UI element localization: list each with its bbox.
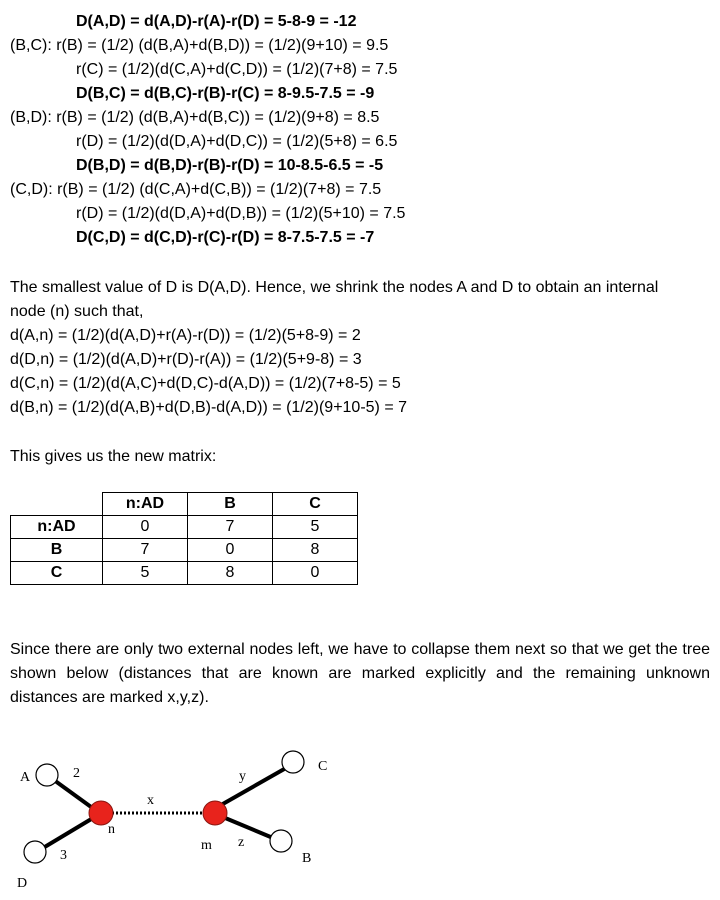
tree-edge-d-n xyxy=(38,815,98,851)
shrink-intro: The smallest value of D is D(A,D). Hence, we shrink the nodes A and D to obtain an internal node (n) such that, xyxy=(10,279,659,320)
distance-calculations xyxy=(10,10,710,250)
tree-internal-m xyxy=(203,801,227,825)
tree-leaf-a xyxy=(36,764,58,786)
matrix-cell: 8 xyxy=(273,539,358,562)
matrix-header-row xyxy=(11,493,358,516)
equation-line: d(B,n) = (1/2)(d(A,B)+d(D,B)-d(A,D)) = (1/2)(9+10-5) = 7 xyxy=(10,399,408,416)
matrix-cell: 0 xyxy=(103,516,188,539)
matrix-cell: 8 xyxy=(188,562,273,585)
equation-line: d(D,n) = (1/2)(d(A,D)+r(D)-r(A)) = (1/2)(5+9-8) = 3 xyxy=(10,351,362,368)
calc-line: (B,D): r(B) = (1/2) (d(B,A)+d(B,C)) = (1/2)(9+8) = 8.5 xyxy=(10,109,380,126)
tree-edge-label-2: 2 xyxy=(73,766,80,781)
matrix-cell: 7 xyxy=(188,516,273,539)
tree-leaf-b xyxy=(270,830,292,852)
calc-line: r(D) = (1/2)(d(D,A)+d(D,B)) = (1/2)(5+10) = 7.5 xyxy=(76,205,406,222)
distance-result-line: D(B,C) = d(B,C)-r(B)-r(C) = 8-9.5-7.5 = -9 xyxy=(76,85,375,102)
tree-label-b: B xyxy=(302,851,312,866)
tree-leaf-c xyxy=(282,751,304,773)
matrix-corner-cell xyxy=(11,493,103,516)
tree-diagram xyxy=(0,735,720,900)
matrix-row xyxy=(11,516,358,539)
matrix-cell: 5 xyxy=(103,562,188,585)
tree-label-n: n xyxy=(108,822,115,837)
calc-line: (B,C): r(B) = (1/2) (d(B,A)+d(B,D)) = (1/2)(9+10) = 9.5 xyxy=(10,37,389,54)
matrix-intro: This gives us the new matrix: xyxy=(10,448,217,465)
tree-edge-m-b xyxy=(218,815,273,838)
matrix-cell: 0 xyxy=(273,562,358,585)
calc-line: r(D) = (1/2)(d(D,A)+d(D,C)) = (1/2)(5+8) = 6.5 xyxy=(76,133,398,150)
matrix-header-cell: C xyxy=(273,493,358,516)
tree-edge-label-x: x xyxy=(147,793,154,808)
tree-label-a: A xyxy=(20,770,31,785)
calc-line: r(C) = (1/2)(d(C,A)+d(C,D)) = (1/2)(7+8) = 7.5 xyxy=(76,61,398,78)
matrix-cell: 5 xyxy=(273,516,358,539)
tree-edge-label-y: y xyxy=(239,769,246,784)
equation-line: d(C,n) = (1/2)(d(A,C)+d(D,C)-d(A,D)) = (1/2)(7+8-5) = 5 xyxy=(10,375,401,392)
tree-label-d: D xyxy=(17,876,28,891)
equation-line: d(A,n) = (1/2)(d(A,D)+r(A)-r(D)) = (1/2)(5+8-9) = 2 xyxy=(10,327,361,344)
matrix-row xyxy=(11,562,358,585)
distance-result-line: D(B,D) = d(B,D)-r(B)-r(D) = 10-8.5-6.5 = -5 xyxy=(76,157,384,174)
matrix-row-label: B xyxy=(11,539,103,562)
tree-label-m: m xyxy=(201,838,212,853)
tree-edge-label-3: 3 xyxy=(60,848,67,863)
matrix-row-label: C xyxy=(11,562,103,585)
tree-edge-m-c xyxy=(214,768,286,809)
calc-line: (C,D): r(B) = (1/2) (d(C,A)+d(C,B)) = (1/2)(7+8) = 7.5 xyxy=(10,181,382,198)
matrix-row xyxy=(11,539,358,562)
distance-matrix xyxy=(10,492,358,585)
collapse-paragraph: Since there are only two external nodes left, we have to collapse them next so that we get the tree shown below (distances that are known are marked explicitly and the remaining unknown distances are marked x,y,z). xyxy=(10,641,710,706)
matrix-header-cell: n:AD xyxy=(103,493,188,516)
matrix-cell: 0 xyxy=(188,539,273,562)
matrix-cell: 7 xyxy=(103,539,188,562)
tree-edge-label-z: z xyxy=(238,835,245,850)
tree-label-c: C xyxy=(318,759,328,774)
distance-result-line: D(C,D) = d(C,D)-r(C)-r(D) = 8-7.5-7.5 = -7 xyxy=(76,229,375,246)
distance-result-line: D(A,D) = d(A,D)-r(A)-r(D) = 5-8-9 = -12 xyxy=(76,13,357,30)
matrix-row-label: n:AD xyxy=(11,516,103,539)
matrix-header-cell: B xyxy=(188,493,273,516)
tree-leaf-d xyxy=(24,841,46,863)
shrink-paragraph xyxy=(10,276,710,420)
